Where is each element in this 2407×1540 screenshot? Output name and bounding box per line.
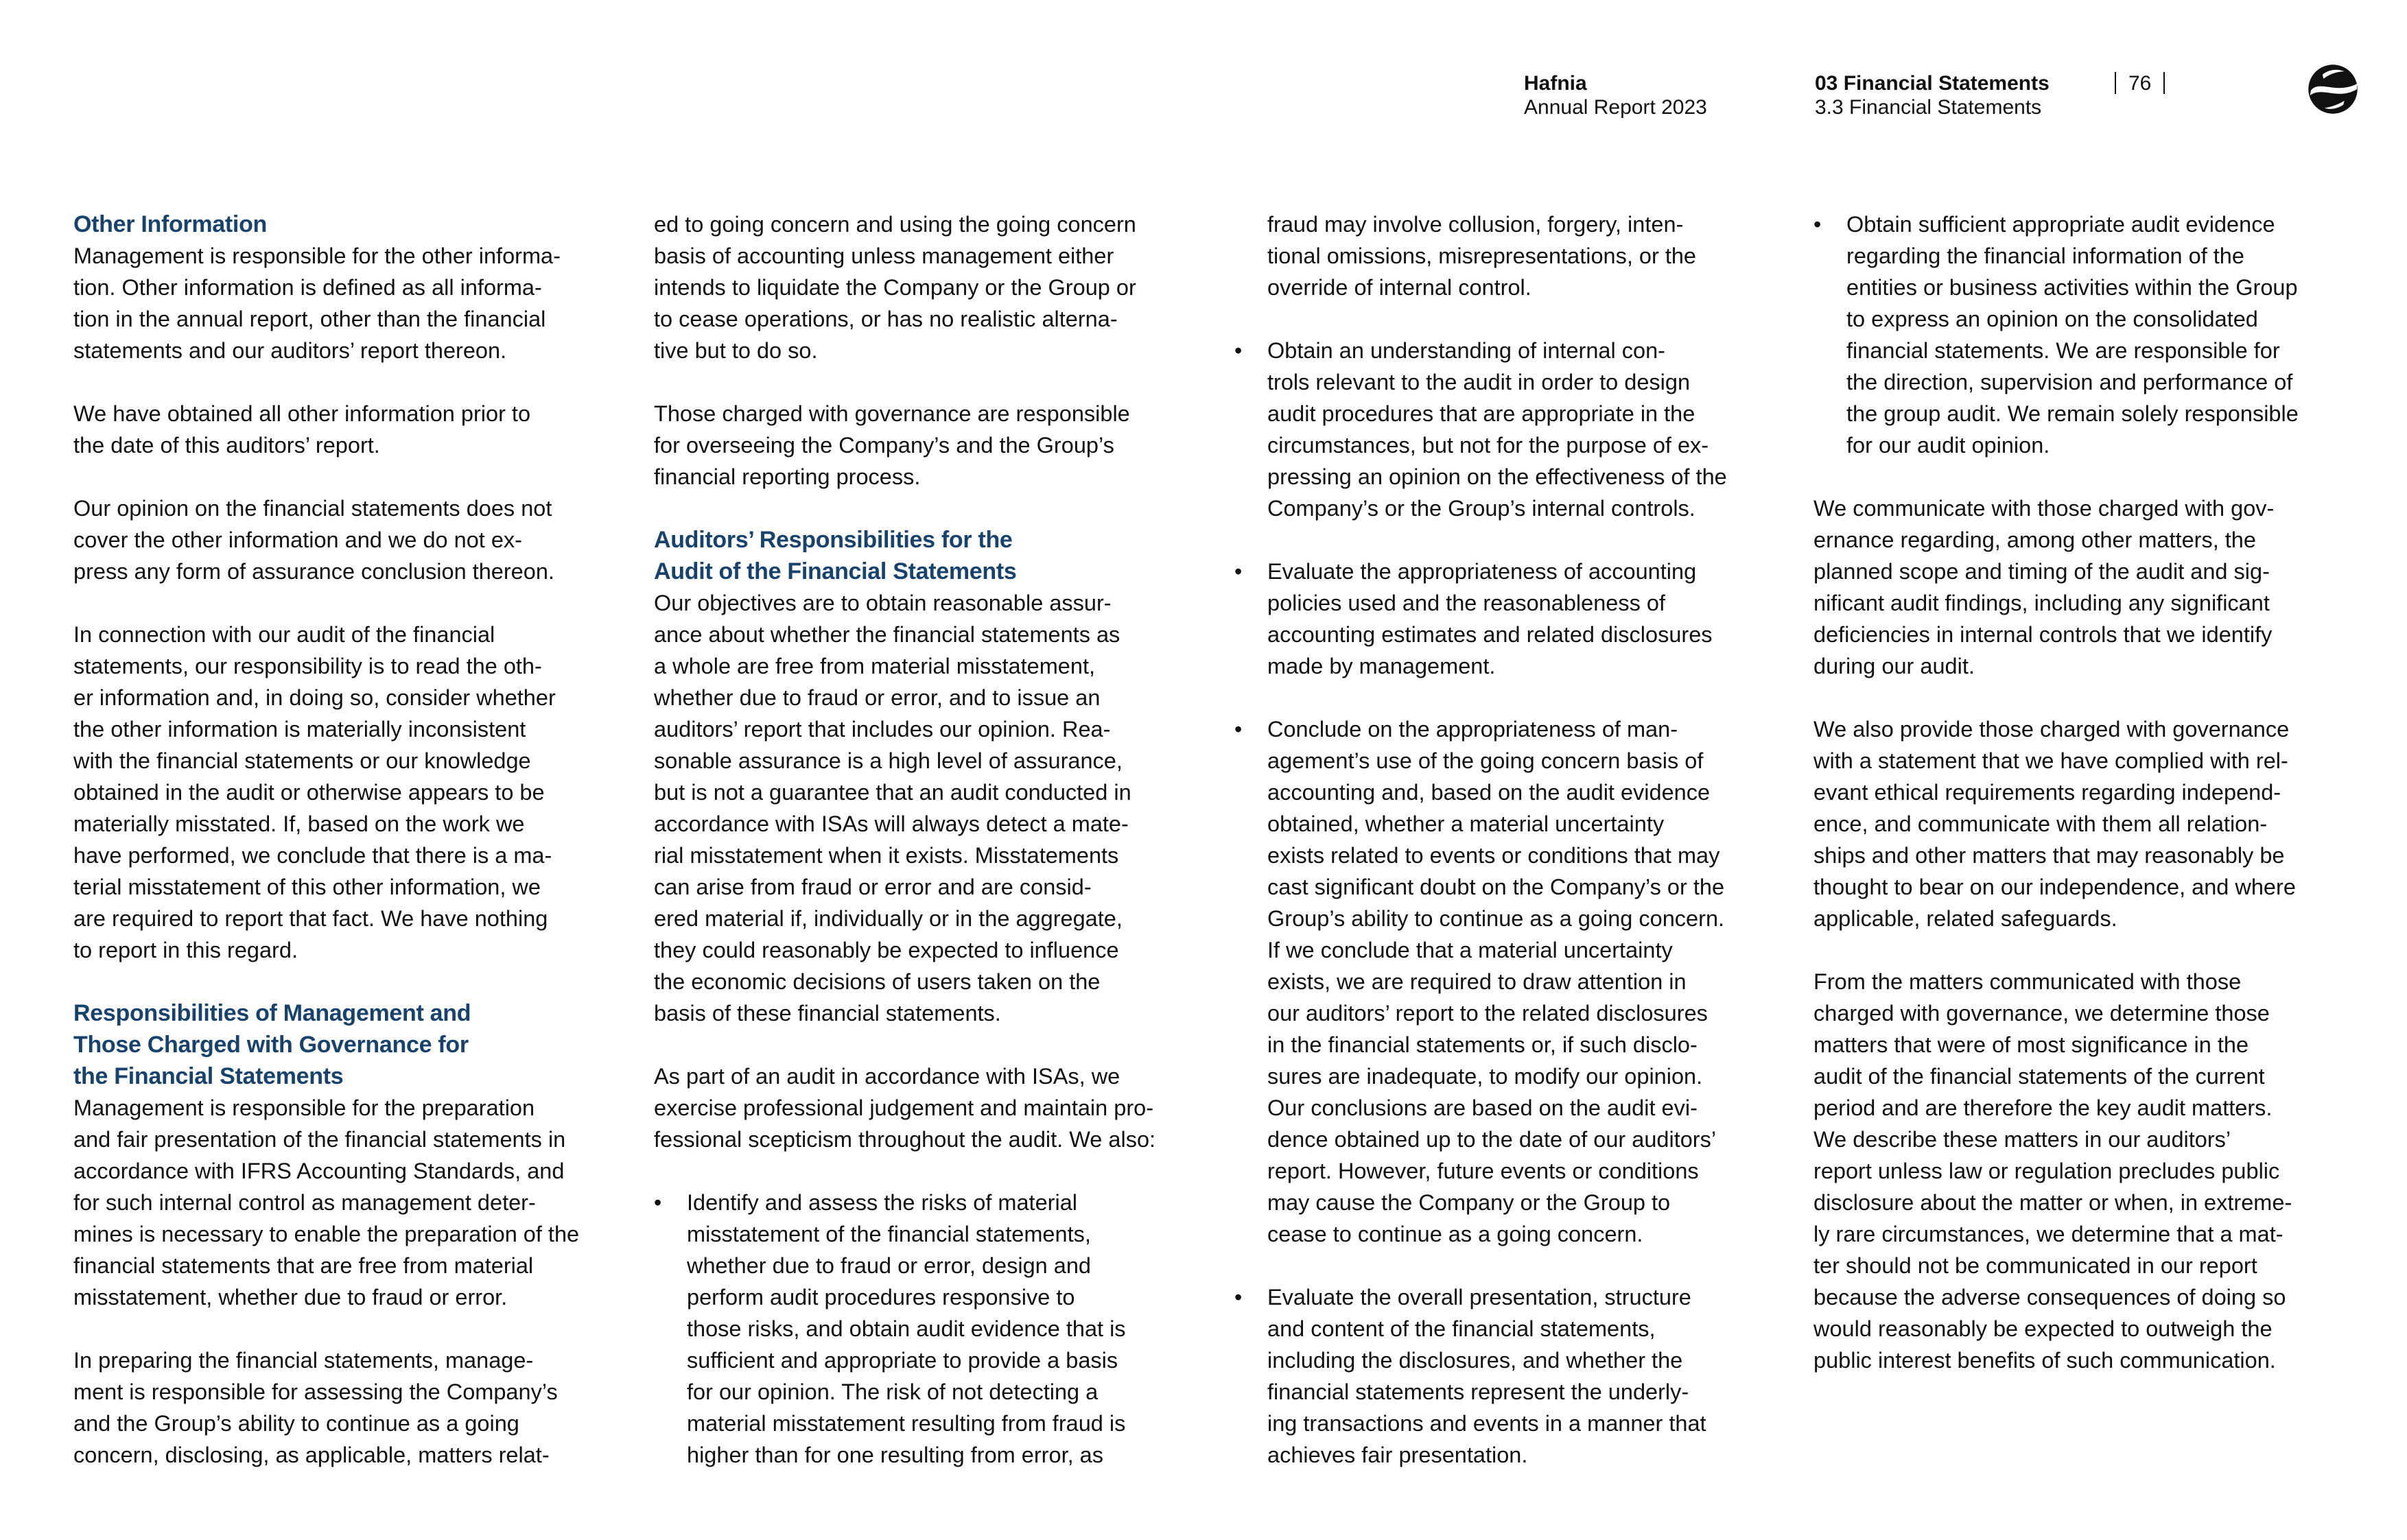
text-line: ed to going concern and using the going concern: [654, 212, 1136, 237]
paragraph: [1813, 713, 2356, 934]
text-line: a whole are free from material misstatement,: [654, 654, 1096, 678]
text-line: accounting estimates and related disclosures: [1267, 622, 1713, 647]
text-line: ernance regarding, among other matters, the: [1813, 528, 2256, 552]
text-line: terial misstatement of this other information, we: [73, 875, 541, 899]
text-line: Conclude on the appropriateness of man-: [1267, 717, 1678, 742]
bullet-item: [1234, 556, 1776, 682]
text-line: applicable, related safeguards.: [1813, 906, 2117, 931]
paragraph: [73, 619, 615, 966]
text-line: report unless law or regulation precludes public: [1813, 1159, 2280, 1183]
bullet-text: [1267, 556, 1776, 682]
text-line: evant ethical requirements regarding independ-: [1813, 780, 2281, 805]
text-line: and fair presentation of the financial statements in: [73, 1127, 566, 1152]
text-line: because the adverse consequences of doing so: [1813, 1285, 2286, 1310]
text-line: cover the other information and we do not ex-: [73, 528, 522, 552]
text-line: tion. Other information is defined as all informa-: [73, 275, 542, 300]
text-line: whether due to fraud or error, and to issue an: [654, 685, 1101, 710]
text-line: matters that were of most significance in the: [1813, 1032, 2249, 1057]
text-line: audit of the financial statements of the current: [1813, 1064, 2265, 1089]
text-line: during our audit.: [1813, 654, 1975, 678]
text-line: would reasonably be expected to outweigh the: [1813, 1316, 2273, 1341]
text-line: misstatement of the financial statements,: [687, 1222, 1091, 1246]
text-line: In connection with our audit of the financial: [73, 622, 495, 647]
text-line: charged with governance, we determine those: [1813, 1001, 2270, 1026]
bullet-item: [654, 1187, 1196, 1471]
text-line: rial misstatement when it exists. Misstatements: [654, 843, 1119, 868]
text-line: ence, and communicate with them all relation-: [1813, 812, 2268, 836]
text-line: In preparing the financial statements, manage-: [73, 1348, 534, 1373]
text-line: accounting and, based on the audit evidence: [1267, 780, 1711, 805]
text-line: with a statement that we have complied with rel-: [1813, 748, 2288, 773]
text-line: policies used and the reasonableness of: [1267, 591, 1665, 615]
text-line: ered material if, individually or in the aggregate,: [654, 906, 1123, 931]
paragraph: [73, 1092, 615, 1313]
text-line: Evaluate the appropriateness of accounting: [1267, 559, 1697, 584]
text-line: may cause the Company or the Group to: [1267, 1190, 1671, 1215]
text-line: We describe these matters in our auditors’: [1813, 1127, 2231, 1152]
column-4: [1813, 209, 2356, 1408]
text-line: We also provide those charged with governance: [1813, 717, 2290, 742]
bullet-icon: •: [1234, 338, 1243, 363]
text-line: intends to liquidate the Company or the Group or: [654, 275, 1136, 300]
bullet-text: [687, 1187, 1196, 1471]
text-line: for such internal control as management deter-: [73, 1190, 536, 1215]
text-line: are required to report that fact. We have nothing: [73, 906, 548, 931]
text-line: Obtain an understanding of internal con-: [1267, 338, 1665, 363]
bullet-icon: •: [1234, 1285, 1243, 1310]
text-line: including the disclosures, and whether the: [1267, 1348, 1683, 1373]
bullet-text: [1846, 209, 2356, 461]
text-line: achieves fair presentation.: [1267, 1443, 1528, 1467]
text-line: trols relevant to the audit in order to design: [1267, 370, 1691, 394]
text-line: Audit of the Financial Statements: [654, 558, 1017, 584]
paragraph: [1813, 493, 2356, 682]
text-line: ment is responsible for assessing the Company’s: [73, 1379, 558, 1404]
bullet-item: [1234, 713, 1776, 1250]
text-line: financial statements that are free from material: [73, 1253, 534, 1278]
paragraph: [654, 398, 1196, 493]
subchapter-title: 3.3 Financial Statements: [1815, 96, 2042, 119]
text-line: but is not a guarantee that an audit conducted in: [654, 780, 1131, 805]
paragraph: [73, 1344, 615, 1471]
paragraph: [654, 587, 1196, 1029]
text-line: planned scope and timing of the audit and sig-: [1813, 559, 2270, 584]
hafnia-logo-icon: [2307, 63, 2359, 115]
text-line: period and are therefore the key audit matters.: [1813, 1095, 2273, 1120]
text-line: mines is necessary to enable the preparation of the: [73, 1222, 580, 1246]
text-line: financial statements. We are responsible for: [1846, 338, 2280, 363]
text-line: those risks, and obtain audit evidence that is: [687, 1316, 1126, 1341]
text-line: materially misstated. If, based on the work we: [73, 812, 525, 836]
text-line: Those charged with governance are responsible: [654, 401, 1130, 426]
text-line: We have obtained all other information prior to: [73, 401, 531, 426]
text-line: pressing an opinion on the effectiveness of the: [1267, 464, 1727, 489]
text-line: Other Information: [73, 211, 268, 237]
header-company-block: [1524, 71, 1707, 119]
column-3: [1234, 209, 1776, 1502]
text-line: ly rare circumstances, we determine that a mat-: [1813, 1222, 2283, 1246]
text-line: basis of these financial statements.: [654, 1001, 1001, 1026]
text-line: financial statements represent the underly-: [1267, 1379, 1689, 1404]
text-line: obtained, whether a material uncertainty: [1267, 812, 1665, 836]
text-line: for our opinion. The risk of not detecting a: [687, 1379, 1099, 1404]
text-line: As part of an audit in accordance with ISAs, we: [654, 1064, 1120, 1089]
text-line: agement’s use of the going concern basis of: [1267, 748, 1704, 773]
text-line: Our objectives are to obtain reasonable assur-: [654, 591, 1112, 615]
text-line: ing transactions and events in a manner that: [1267, 1411, 1706, 1436]
text-line: basis of accounting unless management either: [654, 244, 1114, 268]
bullet-icon: •: [1813, 212, 1822, 237]
text-line: entities or business activities within the Group: [1846, 275, 2298, 300]
chapter-title: 03 Financial Statements: [1815, 72, 2050, 95]
page-number: 76: [2128, 72, 2152, 95]
bullet-item: [1813, 209, 2356, 461]
text-line: in the financial statements or, if such disclo-: [1267, 1032, 1698, 1057]
text-line: have performed, we conclude that there is a ma-: [73, 843, 552, 868]
text-line: statements, our responsibility is to read the oth-: [73, 654, 542, 678]
text-line: to report in this regard.: [73, 938, 298, 962]
text-line: Group’s ability to continue as a going concern.: [1267, 906, 1725, 931]
paragraph: [73, 493, 615, 587]
text-line: tional omissions, misrepresentations, or the: [1267, 244, 1697, 268]
text-line: thought to bear on our independence, and where: [1813, 875, 2296, 899]
text-line: accordance with ISAs will always detect a mate-: [654, 812, 1129, 836]
text-line: tion in the annual report, other than the financial: [73, 307, 546, 331]
text-line: ance about whether the financial statements as: [654, 622, 1120, 647]
text-line: and content of the financial statements,: [1267, 1316, 1656, 1341]
paragraph: [654, 209, 1196, 366]
text-line: financial reporting process.: [654, 464, 921, 489]
text-line: sufficient and appropriate to provide a basis: [687, 1348, 1118, 1373]
bullet-item: [1234, 335, 1776, 524]
bullet-text: [1267, 335, 1776, 524]
text-line: Identify and assess the risks of material: [687, 1190, 1078, 1215]
text-line: sures are inadequate, to modify our opinion.: [1267, 1064, 1703, 1089]
text-line: circumstances, but not for the purpose of ex-: [1267, 433, 1709, 458]
text-line: for our audit opinion.: [1846, 433, 2050, 458]
bullet-icon: •: [654, 1190, 662, 1215]
text-line: disclosure about the matter or when, in extreme-: [1813, 1190, 2292, 1215]
text-line: cast significant doubt on the Company’s or the: [1267, 875, 1725, 899]
text-line: Responsibilities of Management and: [73, 1000, 471, 1026]
text-line: dence obtained up to the date of our auditors’: [1267, 1127, 1717, 1152]
text-line: obtained in the audit or otherwise appears to be: [73, 780, 545, 805]
text-line: fraud may involve collusion, forgery, inten-: [1267, 212, 1684, 237]
bullet-icon: •: [1234, 559, 1243, 584]
paragraph: [654, 1061, 1196, 1155]
bullet-text: [1267, 713, 1776, 1250]
text-line: made by management.: [1267, 654, 1496, 678]
text-line: Those Charged with Governance for: [73, 1032, 469, 1058]
text-line: exercise professional judgement and maintain pro-: [654, 1095, 1154, 1120]
page-divider-right: [2163, 72, 2165, 94]
text-line: auditors’ report that includes our opinion. Rea-: [654, 717, 1111, 742]
bullet-continuation: [1234, 209, 1776, 303]
text-line: Auditors’ Responsibilities for the: [654, 527, 1013, 553]
text-line: Management is responsible for the other informa-: [73, 244, 561, 268]
text-line: exists related to events or conditions that may: [1267, 843, 1720, 868]
text-line: Obtain sufficient appropriate audit evidence: [1846, 212, 2275, 237]
paragraph: [73, 398, 615, 461]
text-line: Management is responsible for the preparation: [73, 1095, 535, 1120]
text-line: Company’s or the Group’s internal controls.: [1267, 496, 1695, 521]
bullet-text: [1267, 1281, 1776, 1471]
text-line: er information and, in doing so, consider whether: [73, 685, 556, 710]
heading-auditors-responsibilities: [654, 524, 1196, 587]
text-line: We communicate with those charged with gov-: [1813, 496, 2275, 521]
text-line: whether due to fraud or error, design and: [687, 1253, 1091, 1278]
text-line: statements and our auditors’ report thereon.: [73, 338, 507, 363]
text-line: nificant audit findings, including any significant: [1813, 591, 2270, 615]
text-line: with the financial statements or our knowledge: [73, 748, 531, 773]
text-line: they could reasonably be expected to influence: [654, 938, 1119, 962]
text-line: for overseeing the Company’s and the Group’s: [654, 433, 1114, 458]
bullet-icon: •: [1234, 717, 1243, 742]
text-line: the other information is materially inconsistent: [73, 717, 526, 742]
text-line: exists, we are required to draw attention in: [1267, 969, 1687, 994]
text-line: ships and other matters that may reasonably be: [1813, 843, 2285, 868]
text-line: the group audit. We remain solely responsible: [1846, 401, 2299, 426]
text-line: to express an opinion on the consolidated: [1846, 307, 2258, 331]
column-1: [73, 209, 615, 1502]
text-line: and the Group’s ability to continue as a going: [73, 1411, 519, 1436]
heading-responsibilities-of-management: [73, 997, 615, 1092]
heading-other-information: [73, 209, 615, 240]
text-line: cease to continue as a going concern.: [1267, 1222, 1643, 1246]
text-line: can arise from fraud or error and are consid-: [654, 875, 1092, 899]
text-line: Our conclusions are based on the audit evi-: [1267, 1095, 1698, 1120]
text-line: press any form of assurance conclusion thereon.: [73, 559, 554, 584]
text-line: sonable assurance is a high level of assurance,: [654, 748, 1123, 773]
text-line: misstatement, whether due to fraud or error.: [73, 1285, 508, 1310]
text-line: material misstatement resulting from fraud is: [687, 1411, 1126, 1436]
text-line: deficiencies in internal controls that we identify: [1813, 622, 2273, 647]
text-line: the economic decisions of users taken on the: [654, 969, 1101, 994]
bullet-item: [1234, 1281, 1776, 1471]
text-line: the Financial Statements: [73, 1063, 344, 1089]
text-line: concern, disclosing, as applicable, matters relat-: [73, 1443, 550, 1467]
text-line: If we conclude that a material uncertainty: [1267, 938, 1673, 962]
company-name: Hafnia: [1524, 72, 1587, 95]
paragraph: [1813, 966, 2356, 1376]
header-section-block: [1815, 71, 2050, 119]
text-line: regarding the financial information of the: [1846, 244, 2244, 268]
text-line: to cease operations, or has no realistic alterna-: [654, 307, 1118, 331]
paragraph: [73, 240, 615, 366]
text-line: accordance with IFRS Accounting Standards, and: [73, 1159, 565, 1183]
text-line: the date of this auditors’ report.: [73, 433, 380, 458]
column-2: [654, 209, 1196, 1502]
text-line: ter should not be communicated in our report: [1813, 1253, 2257, 1278]
text-line: fessional scepticism throughout the audit. We also:: [654, 1127, 1156, 1152]
text-line: perform audit procedures responsive to: [687, 1285, 1075, 1310]
text-line: higher than for one resulting from error, as: [687, 1443, 1103, 1467]
page-number-block: [2115, 71, 2165, 95]
text-line: report. However, future events or conditions: [1267, 1159, 1699, 1183]
report-title: Annual Report 2023: [1524, 96, 1707, 119]
text-line: tive but to do so.: [654, 338, 818, 363]
text-line: our auditors’ report to the related disclosures: [1267, 1001, 1708, 1026]
text-line: Evaluate the overall presentation, structure: [1267, 1285, 1691, 1310]
text-line: the direction, supervision and performance of: [1846, 370, 2293, 394]
text-line: override of internal control.: [1267, 275, 1531, 300]
text-line: Our opinion on the financial statements does not: [73, 496, 552, 521]
text-line: audit procedures that are appropriate in the: [1267, 401, 1695, 426]
text-line: From the matters communicated with those: [1813, 969, 2242, 994]
text-line: public interest benefits of such communication.: [1813, 1348, 2276, 1373]
